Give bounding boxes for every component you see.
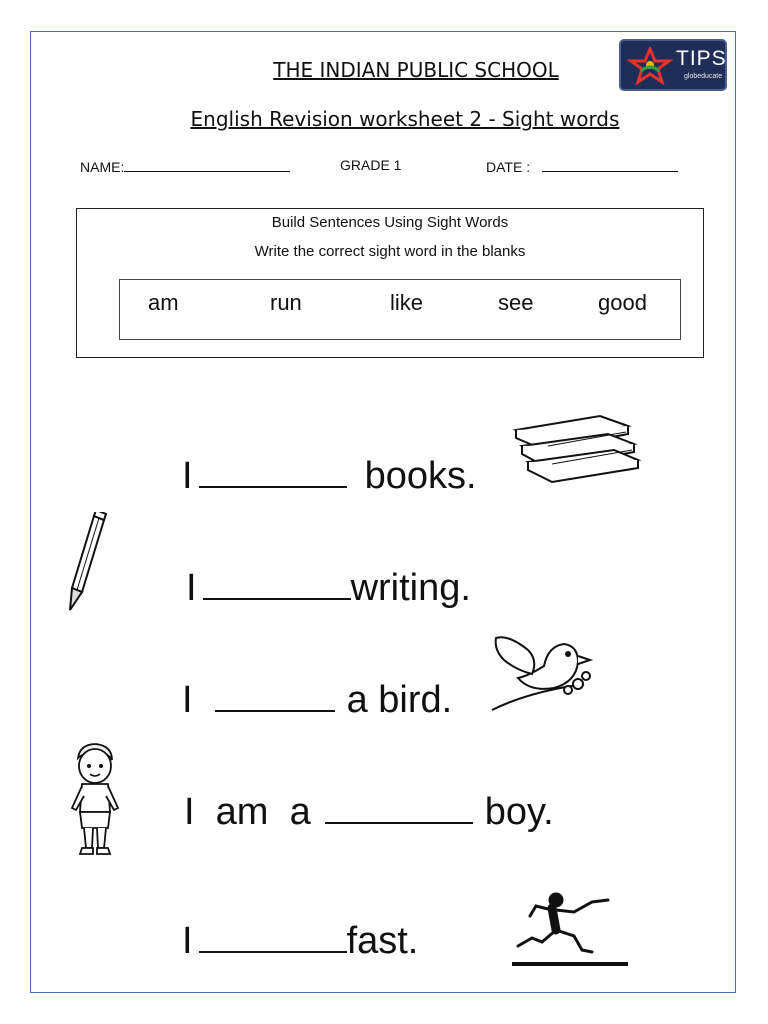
running-boy-icon	[512, 890, 628, 968]
word-bank-item: see	[498, 290, 534, 315]
instruction-text: Write the correct sight word in the blanks	[254, 243, 526, 260]
date-label: DATE :	[486, 159, 531, 175]
answer-blank[interactable]	[215, 674, 335, 712]
pencil-icon	[64, 512, 110, 612]
worksheet-title: English Revision worksheet 2 - Sight words	[190, 107, 620, 131]
sentence-1	[182, 450, 477, 498]
sentence-end: a bird.	[346, 679, 453, 721]
sentence-start: I am a	[184, 791, 311, 833]
word-bank-item: run	[270, 290, 302, 315]
word-bank-item: like	[390, 290, 424, 315]
bird-icon	[488, 630, 598, 716]
answer-blank[interactable]	[199, 450, 347, 488]
answer-blank[interactable]	[203, 562, 351, 600]
word-bank-item: good	[598, 290, 647, 315]
instruction-heading: Build Sentences Using Sight Words	[271, 214, 509, 231]
school-name: THE INDIAN PUBLIC SCHOOL	[273, 58, 559, 82]
boy-icon	[60, 740, 130, 860]
sentence-2	[186, 562, 471, 610]
name-label: NAME:	[80, 159, 125, 175]
school-logo	[619, 39, 727, 91]
sentence-end: writing.	[350, 567, 471, 609]
books-icon	[508, 410, 644, 484]
sentence-5	[182, 915, 418, 963]
logo-subtext: globeducate	[684, 73, 723, 80]
sentence-start: I	[182, 920, 193, 962]
date-field	[486, 157, 678, 175]
sentence-3	[182, 674, 452, 722]
grade-label: GRADE 1	[340, 157, 402, 173]
sentence-end: books.	[364, 455, 477, 497]
sentence-4	[184, 786, 554, 834]
date-blank	[542, 157, 678, 172]
name-blank	[124, 157, 290, 172]
instruction-box	[76, 208, 704, 358]
sentence-end: fast.	[346, 920, 419, 962]
name-field	[80, 157, 290, 175]
answer-blank[interactable]	[199, 915, 347, 953]
answer-blank[interactable]	[325, 786, 473, 824]
word-bank-item: am	[148, 290, 179, 315]
sentence-start: I	[182, 679, 193, 721]
sentence-end: boy.	[484, 791, 554, 833]
sentence-start: I	[182, 455, 193, 497]
word-bank	[119, 279, 681, 340]
logo-text: TIPS	[676, 47, 727, 70]
page-border	[30, 31, 736, 993]
sentence-start: I	[186, 567, 197, 609]
star-icon	[627, 47, 673, 85]
